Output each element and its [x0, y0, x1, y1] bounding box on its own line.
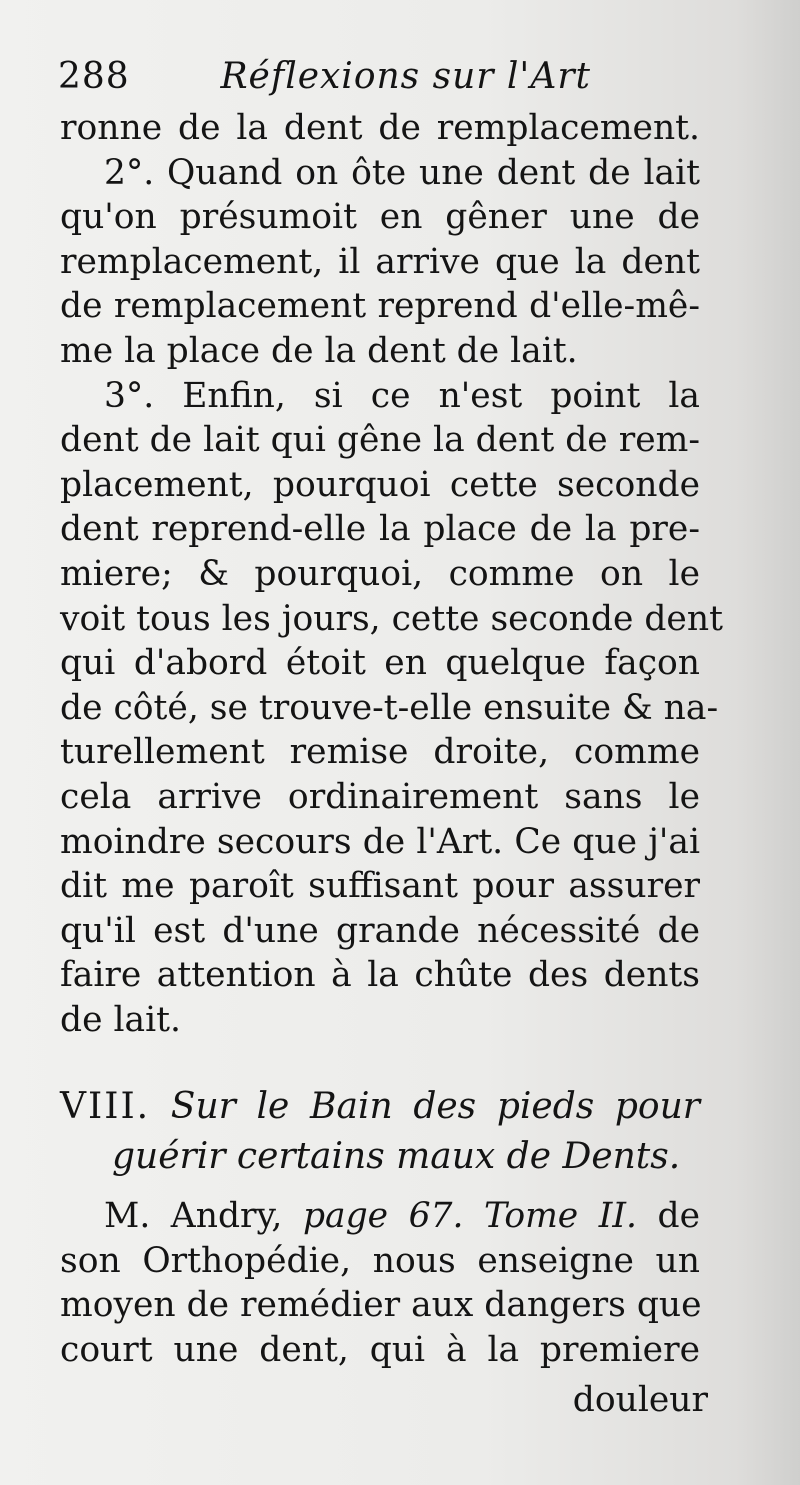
- text-line: dent de lait qui gêne la dent de rem-: [60, 420, 700, 461]
- citation-reference: page 67. Tome II.: [302, 1196, 637, 1236]
- body-text-section-2: [60, 1194, 700, 1372]
- text-line: de lait.: [60, 999, 181, 1040]
- citation-author: M. Andry,: [104, 1196, 283, 1236]
- section-heading: [60, 1082, 700, 1182]
- text-line: de côté, se trouve-t-elle ensuite & na-: [60, 687, 719, 728]
- text-line: qui d'abord étoit en quelque façon: [60, 643, 700, 684]
- text-line: remplacement, il arrive que la dent: [60, 241, 700, 282]
- heading-line-1: [60, 1082, 700, 1132]
- text-line: son Orthopédie, nous enseigne un: [60, 1240, 700, 1281]
- text-line: 2°. Quand on ôte une dent de lait: [104, 152, 700, 193]
- text-line: qu'il est d'une grande nécessité de: [60, 910, 700, 951]
- text-line: me la place de la dent de lait.: [60, 330, 578, 371]
- body-text-section-1: [60, 106, 723, 1042]
- text-line: dent reprend-elle la place de la pre-: [60, 509, 700, 550]
- catchword: douleur: [572, 1380, 708, 1420]
- page-number: 288: [58, 56, 130, 97]
- heading-title-line-2: guérir certains maux de Dents.: [112, 1136, 681, 1177]
- heading-numeral: VIII.: [60, 1086, 151, 1127]
- running-header: [58, 56, 591, 97]
- text-line: placement, pourquoi cette seconde: [60, 464, 700, 505]
- text-line: de remplacement reprend d'elle-mê-: [60, 286, 700, 327]
- text-line: voit tous les jours, cette seconde dent: [60, 598, 723, 639]
- text-line: turellement remise droite, comme: [60, 732, 700, 773]
- text-line: cela arrive ordinairement sans le: [60, 776, 700, 817]
- text-line: moyen de remédier aux dangers que: [60, 1285, 702, 1326]
- text-line: 3°. Enfin, si ce n'est point la: [104, 375, 700, 416]
- text-line: faire attention à la chûte des dents: [60, 955, 700, 996]
- text-line: miere; & pourquoi, comme on le: [60, 553, 700, 594]
- heading-title-line-1: Sur le Bain des pieds pour: [170, 1086, 700, 1127]
- text-line: moindre secours de l'Art. Ce que j'ai: [60, 821, 700, 862]
- text-line: ronne de la dent de remplacement.: [60, 108, 700, 148]
- text-fragment: de: [657, 1196, 701, 1236]
- text-line: qu'on présumoit en gêner une de: [60, 197, 700, 238]
- text-line: court une dent, qui à la premiere: [60, 1329, 700, 1370]
- text-line: dit me paroît suffisant pour assurer: [60, 866, 700, 907]
- text-line: [60, 1194, 700, 1239]
- running-title: Réflexions sur l'Art: [220, 56, 591, 97]
